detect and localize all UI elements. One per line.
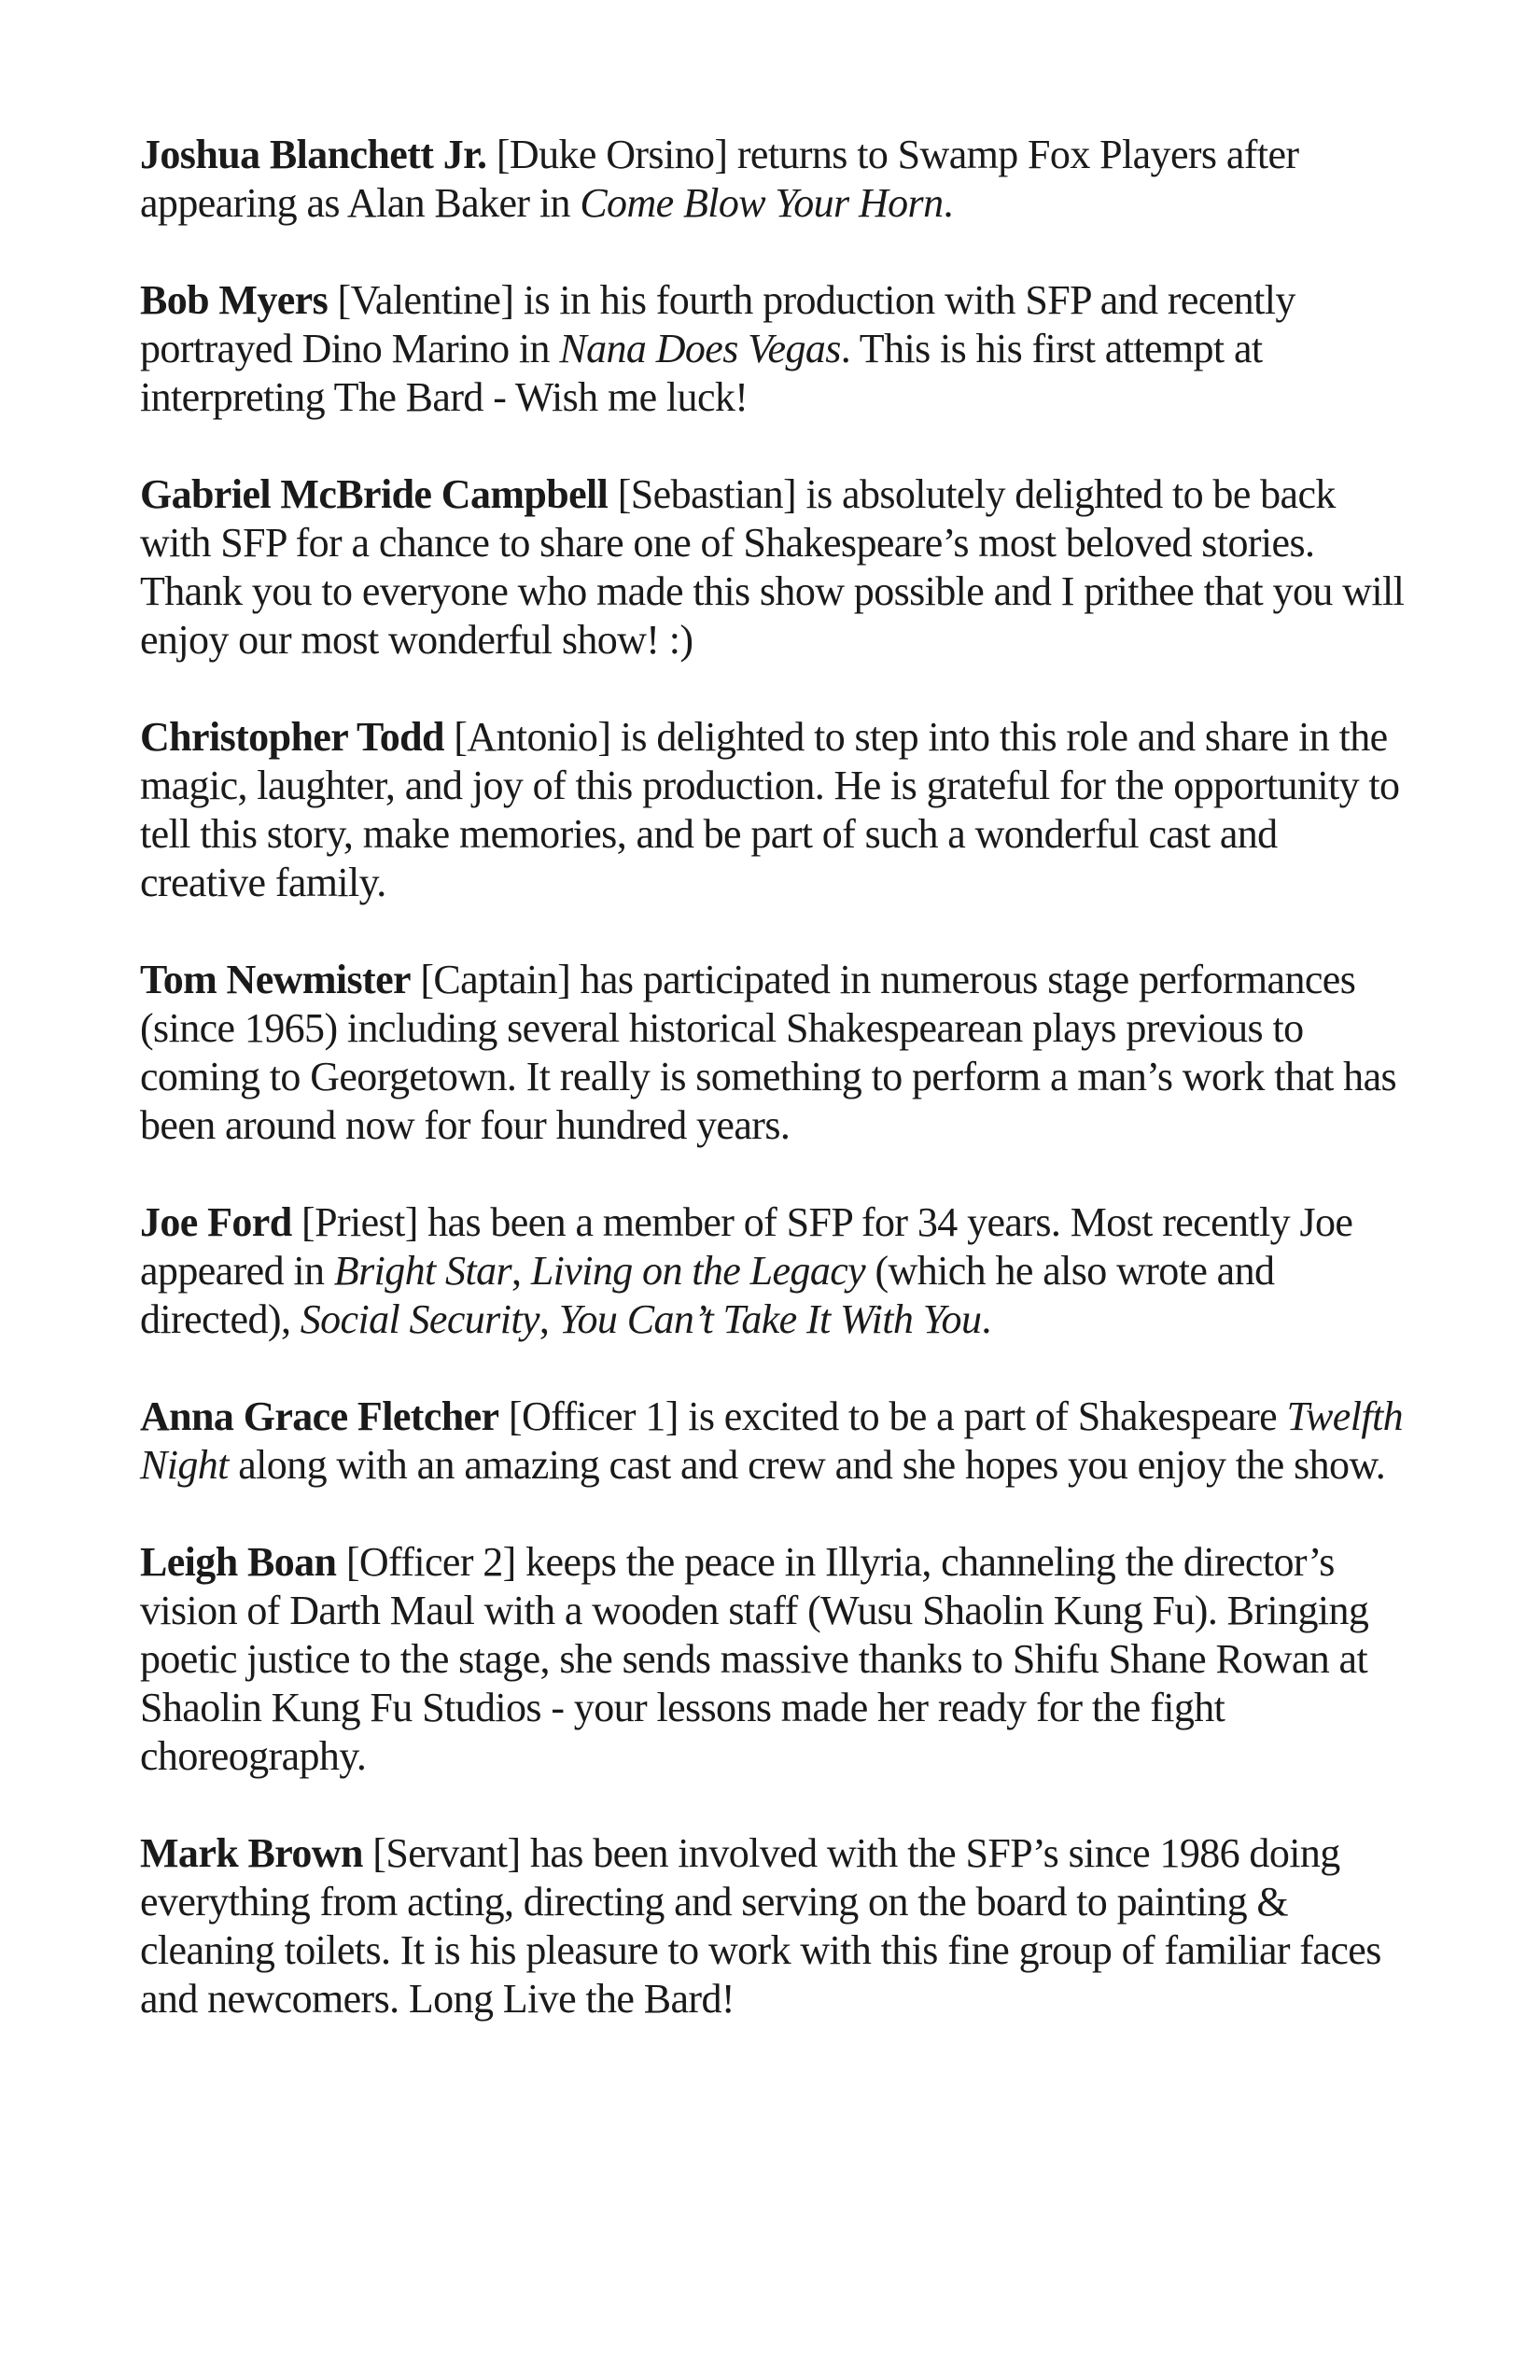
production-title: Living on the Legacy [530, 1248, 866, 1294]
bio-text: has been involved with the SFP’s since 1986 doing everything from acting, directing and serving on the board to painting & cleaning toilets. It is his pleasure to work with this fine group of familiar faces and newcomers. Long Live the Bard! [140, 1830, 1381, 2022]
cast-member-name: Joshua Blanchett Jr. [140, 132, 487, 177]
bio-text: . [943, 180, 953, 226]
cast-bio [140, 1393, 1409, 1490]
cast-member-name: Joe Ford [140, 1199, 292, 1245]
bio-text: has been a member of SFP for 34 years. Most recently Joe appeared in [140, 1199, 1353, 1294]
cast-member-name: Mark Brown [140, 1830, 363, 1876]
cast-bio [140, 1538, 1409, 1781]
cast-member-role: [Servant] [372, 1830, 521, 1876]
bio-text: is absolutely delighted to be back with SFP for a chance to share one of Shakespeare’s most beloved stories. Thank you to everyone who made this show possible and I prithee that you will enjoy our most wonderful show! :) [140, 471, 1405, 663]
production-title: Twelfth Night [140, 1393, 1404, 1488]
bio-text: is delighted to step into this role and share in the magic, laughter, and joy of this production. He is grateful for the opportunity to tell this story, make memories, and be part of such a wonderful cast and creative family. [140, 714, 1400, 905]
production-title: You Can’t Take It With You [558, 1296, 982, 1342]
cast-bio [140, 276, 1409, 422]
bio-text: is in his fourth production with SFP and recently portrayed Dino Marino in [140, 277, 1295, 371]
cast-member-role: [Captain] [420, 957, 571, 1002]
production-title: Come Blow Your Horn [580, 180, 944, 226]
bio-text: returns to Swamp Fox Players after appearing as Alan Baker in [140, 132, 1299, 226]
cast-bio [140, 956, 1409, 1150]
cast-member-name: Anna Grace Fletcher [140, 1393, 499, 1439]
bio-text: , [511, 1248, 531, 1294]
cast-member-role: [Officer 1] [508, 1393, 679, 1439]
cast-bio [140, 1198, 1409, 1344]
cast-member-role: [Officer 2] [345, 1539, 516, 1585]
cast-member-role: [Antonio] [454, 714, 611, 760]
cast-bio [140, 1829, 1409, 2023]
bio-text: . [981, 1296, 991, 1342]
cast-member-role: [Duke Orsino] [496, 132, 728, 177]
cast-member-role: [Priest] [301, 1199, 418, 1245]
production-title: Bright Star [333, 1248, 511, 1294]
cast-bio [140, 470, 1409, 665]
cast-member-role: [Sebastian] [617, 471, 797, 517]
cast-member-name: Gabriel McBride Campbell [140, 471, 609, 517]
cast-member-name: Tom Newmister [140, 957, 411, 1002]
bio-text: keeps the peace in Illyria, channeling the director’s vision of Darth Maul with a wooden staff (Wusu Shaolin Kung Fu). Bringing poetic justice to the stage, she sends massive thanks to Shifu Shane Rowan at Shaolin Kung Fu Studios - your lessons made her ready for the fight choreography. [140, 1539, 1369, 1779]
bio-text: . This is his first attempt at interpreting The Bard - Wish me luck! [140, 326, 1263, 420]
cast-bio [140, 131, 1409, 228]
bio-text: has participated in numerous stage performances (since 1965) including several historical Shakespearean plays previous to coming to Georgetown. It really is something to perform a man’s work that has been around now for four hundred years. [140, 957, 1397, 1148]
cast-bios-page [140, 131, 1409, 2072]
cast-member-name: Bob Myers [140, 277, 329, 323]
cast-bio [140, 713, 1409, 907]
bio-text: along with an amazing cast and crew and she hopes you enjoy the show. [228, 1442, 1386, 1488]
cast-member-role: [Valentine] [337, 277, 514, 323]
bio-text: (which he also wrote and directed), [140, 1248, 1275, 1342]
bio-text: , [539, 1296, 559, 1342]
production-title: Social Security [300, 1296, 539, 1342]
production-title: Nana Does Vegas [559, 326, 841, 371]
cast-member-name: Leigh Boan [140, 1539, 337, 1585]
bio-text: is excited to be a part of Shakespeare [678, 1393, 1287, 1439]
cast-member-name: Christopher Todd [140, 714, 444, 760]
